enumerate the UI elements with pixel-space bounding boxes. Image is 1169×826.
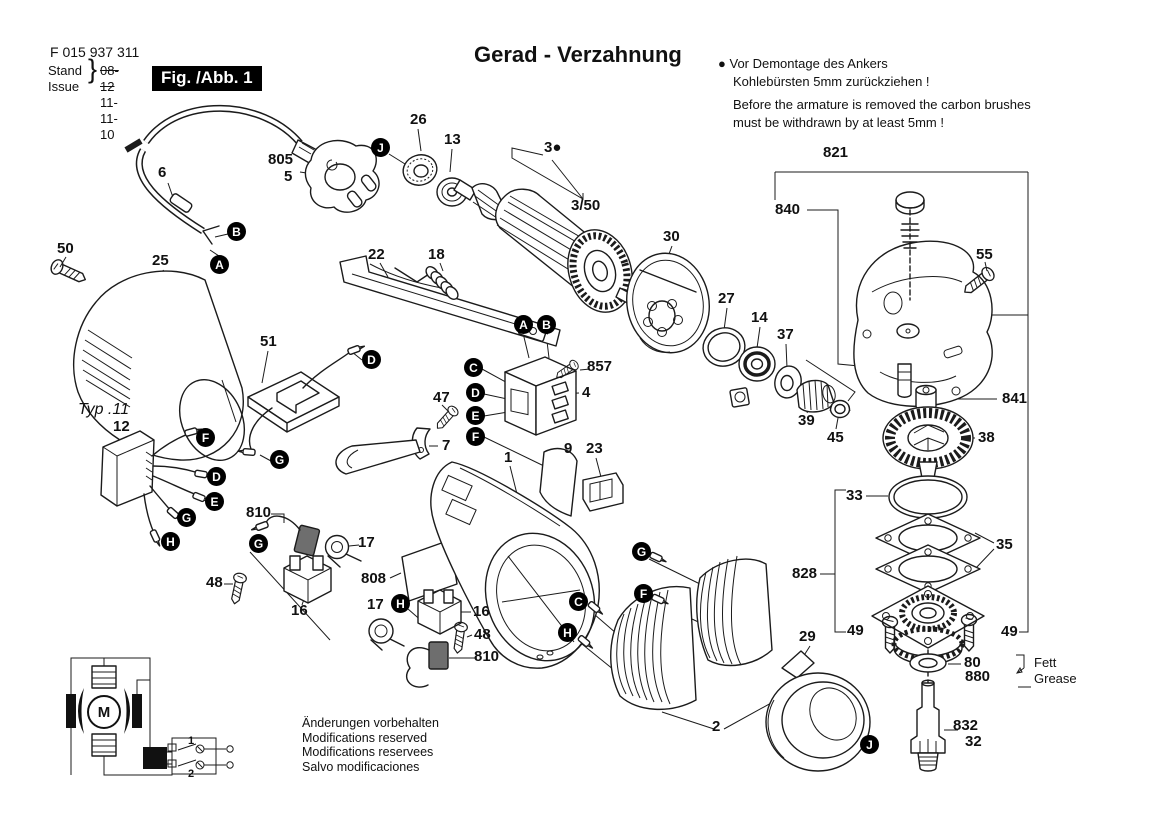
- revision-block: [48, 54, 119, 142]
- switch-4-drawing: [505, 357, 576, 435]
- part-label-80: 80: [964, 654, 981, 671]
- plug-drawing: [292, 140, 379, 212]
- part-label-51: 51: [260, 333, 277, 350]
- modifications-footer: [302, 716, 439, 774]
- oring-33-drawing: [889, 476, 967, 518]
- part-label-17-left: 17: [358, 534, 375, 551]
- part-label-841: 841: [1002, 390, 1028, 407]
- connector-marker-g-suppressor: G: [177, 508, 196, 527]
- part-label-7: 7: [442, 437, 451, 454]
- connector-marker-g-plate: G: [270, 450, 289, 469]
- notice-de-line1: Vor Demontage des Ankers: [729, 56, 888, 71]
- grease-label-en: Grease: [1034, 671, 1077, 686]
- gear-housing-drawing: [854, 192, 992, 410]
- part-label-49-right: 49: [1001, 623, 1018, 640]
- part-label-23: 23: [586, 440, 603, 457]
- notice-bullet-icon: ●: [718, 56, 726, 71]
- screw-48-left-drawing: [228, 572, 247, 605]
- part-label-38: 38: [978, 429, 995, 446]
- part-label-49-left: 49: [847, 622, 864, 639]
- part-label-9: 9: [564, 440, 573, 457]
- typ-annotation: Typ .11: [78, 401, 129, 418]
- connector-marker-d-plate: D: [362, 350, 381, 369]
- bearing-26-13-drawing: [399, 150, 467, 206]
- connector-marker-c-switch: C: [464, 358, 483, 377]
- footer-line-en: Modifications reserved: [302, 730, 428, 745]
- notice-en-line2: must be withdrawn by at least 5mm !: [733, 115, 944, 130]
- part-label-805: 805: [268, 151, 294, 168]
- plate-51-drawing: [238, 343, 366, 455]
- part-label-828: 828: [792, 565, 818, 582]
- part-label-37: 37: [777, 326, 794, 343]
- connector-marker-j-top: J: [371, 138, 390, 157]
- power-cord-drawing: [126, 108, 300, 244]
- part-label-32: 32: [965, 733, 982, 750]
- part-label-47: 47: [433, 389, 450, 406]
- washer-80-drawing: [910, 654, 946, 672]
- brush-left-drawing: [251, 516, 361, 603]
- part-label-840: 840: [775, 201, 801, 218]
- part-label-821: 821: [823, 144, 849, 161]
- part-label-14: 14: [751, 309, 768, 326]
- part-label-27: 27: [718, 290, 735, 307]
- revision-brace: }: [88, 54, 98, 84]
- part-label-33: 33: [846, 487, 863, 504]
- notice-de-line2: Kohlebürsten 5mm zurückziehen !: [733, 74, 930, 89]
- notice-en-line1: Before the armature is removed the carbon brushes: [733, 97, 1031, 112]
- connector-marker-b-switch: B: [537, 315, 556, 334]
- footer-line-fr: Modifications reservees: [302, 745, 434, 759]
- connector-marker-e-switch: E: [466, 406, 485, 425]
- screw-50-drawing: [49, 258, 88, 287]
- part-label-55: 55: [976, 246, 993, 263]
- part-label-4: 4: [582, 384, 591, 401]
- guard-29-drawing: [766, 651, 870, 771]
- issue-value: 11-11-10: [100, 95, 118, 142]
- issue-label: Issue: [48, 79, 80, 94]
- part-label-5: 5: [284, 168, 293, 185]
- part-label-17-right: 17: [367, 596, 384, 613]
- terminal-1-label: 1: [188, 735, 195, 747]
- page-title: Gerad - Verzahnung: [474, 42, 682, 67]
- grease-label-de: Fett: [1034, 655, 1057, 670]
- part-label-12: 12: [113, 418, 130, 435]
- field-coils-drawing: [611, 556, 772, 709]
- part-label-880: 880: [965, 668, 991, 685]
- connector-marker-h-coil: H: [558, 623, 577, 642]
- part-label-13: 13: [444, 131, 461, 148]
- part-label-22: 22: [368, 246, 385, 263]
- document-part-number: F 015 937 311: [50, 44, 140, 60]
- connector-marker-d-suppressor: D: [207, 467, 226, 486]
- part-label-48-right: 48: [474, 626, 491, 643]
- baffle-30-drawing: [619, 247, 717, 360]
- part-label-2: 2: [712, 718, 721, 735]
- rear-cover-drawing: [74, 271, 257, 471]
- connector-marker-f-coil: F: [634, 584, 653, 603]
- part-label-39: 39: [798, 412, 815, 429]
- part-label-29: 29: [799, 628, 816, 645]
- part-label-1: 1: [504, 449, 513, 466]
- part-label-25: 25: [152, 252, 169, 269]
- connector-marker-g-coil: G: [632, 542, 651, 561]
- connector-marker-e-suppressor: E: [205, 492, 224, 511]
- part-label-45: 45: [827, 429, 844, 446]
- part-label-857: 857: [587, 358, 613, 375]
- part-label-50: 50: [57, 240, 74, 257]
- part-label-26: 26: [410, 111, 427, 128]
- spindle-32-drawing: [911, 680, 945, 771]
- part-label-16-right: 16: [473, 603, 490, 620]
- motor-symbol-letter: M: [97, 703, 111, 721]
- figure-label-box: Fig. /Abb. 1: [152, 66, 262, 91]
- connector-marker-b-cord: B: [227, 222, 246, 241]
- part-label-832: 832: [953, 717, 979, 734]
- part-label-48-left: 48: [206, 574, 223, 591]
- part-label-16-left: 16: [291, 602, 308, 619]
- connector-marker-a-switch: A: [514, 315, 533, 334]
- part-label-3: 3●: [544, 139, 562, 156]
- terminal-2-label: 2: [188, 768, 195, 780]
- part-label-3-50: 3/50: [571, 197, 601, 214]
- stand-value: 08-12: [100, 63, 119, 94]
- part-label-18: 18: [428, 246, 445, 263]
- footer-line-es: Salvo modificaciones: [302, 759, 420, 774]
- cover-9-drawing: [540, 449, 577, 516]
- stand-label: Stand: [48, 63, 82, 78]
- connector-marker-f-switch: F: [466, 427, 485, 446]
- part-label-810-right: 810: [474, 648, 500, 665]
- motor-symbol: [87, 695, 121, 729]
- part-label-808: 808: [361, 570, 387, 587]
- part-label-35: 35: [996, 536, 1013, 553]
- connector-marker-c-coil: C: [569, 592, 588, 611]
- part-label-6: 6: [158, 164, 167, 181]
- clip-23-drawing: [583, 473, 623, 511]
- connector-marker-f-suppressor: F: [196, 428, 215, 447]
- connector-marker-h-suppressor: H: [161, 532, 180, 551]
- connector-marker-a-cord: A: [210, 255, 229, 274]
- connector-marker-j-guard: J: [860, 735, 879, 754]
- part-label-810-left: 810: [246, 504, 272, 521]
- screw-47-drawing: [433, 404, 460, 432]
- part-label-30: 30: [663, 228, 680, 245]
- bracket-7-drawing: [336, 428, 430, 474]
- connector-marker-d-switch: D: [466, 383, 485, 402]
- footer-line-de: Änderungen vorbehalten: [302, 716, 439, 730]
- connector-marker-g-brush: G: [249, 534, 268, 553]
- connector-marker-h-brush: H: [391, 594, 410, 613]
- warning-notice: [718, 55, 1031, 132]
